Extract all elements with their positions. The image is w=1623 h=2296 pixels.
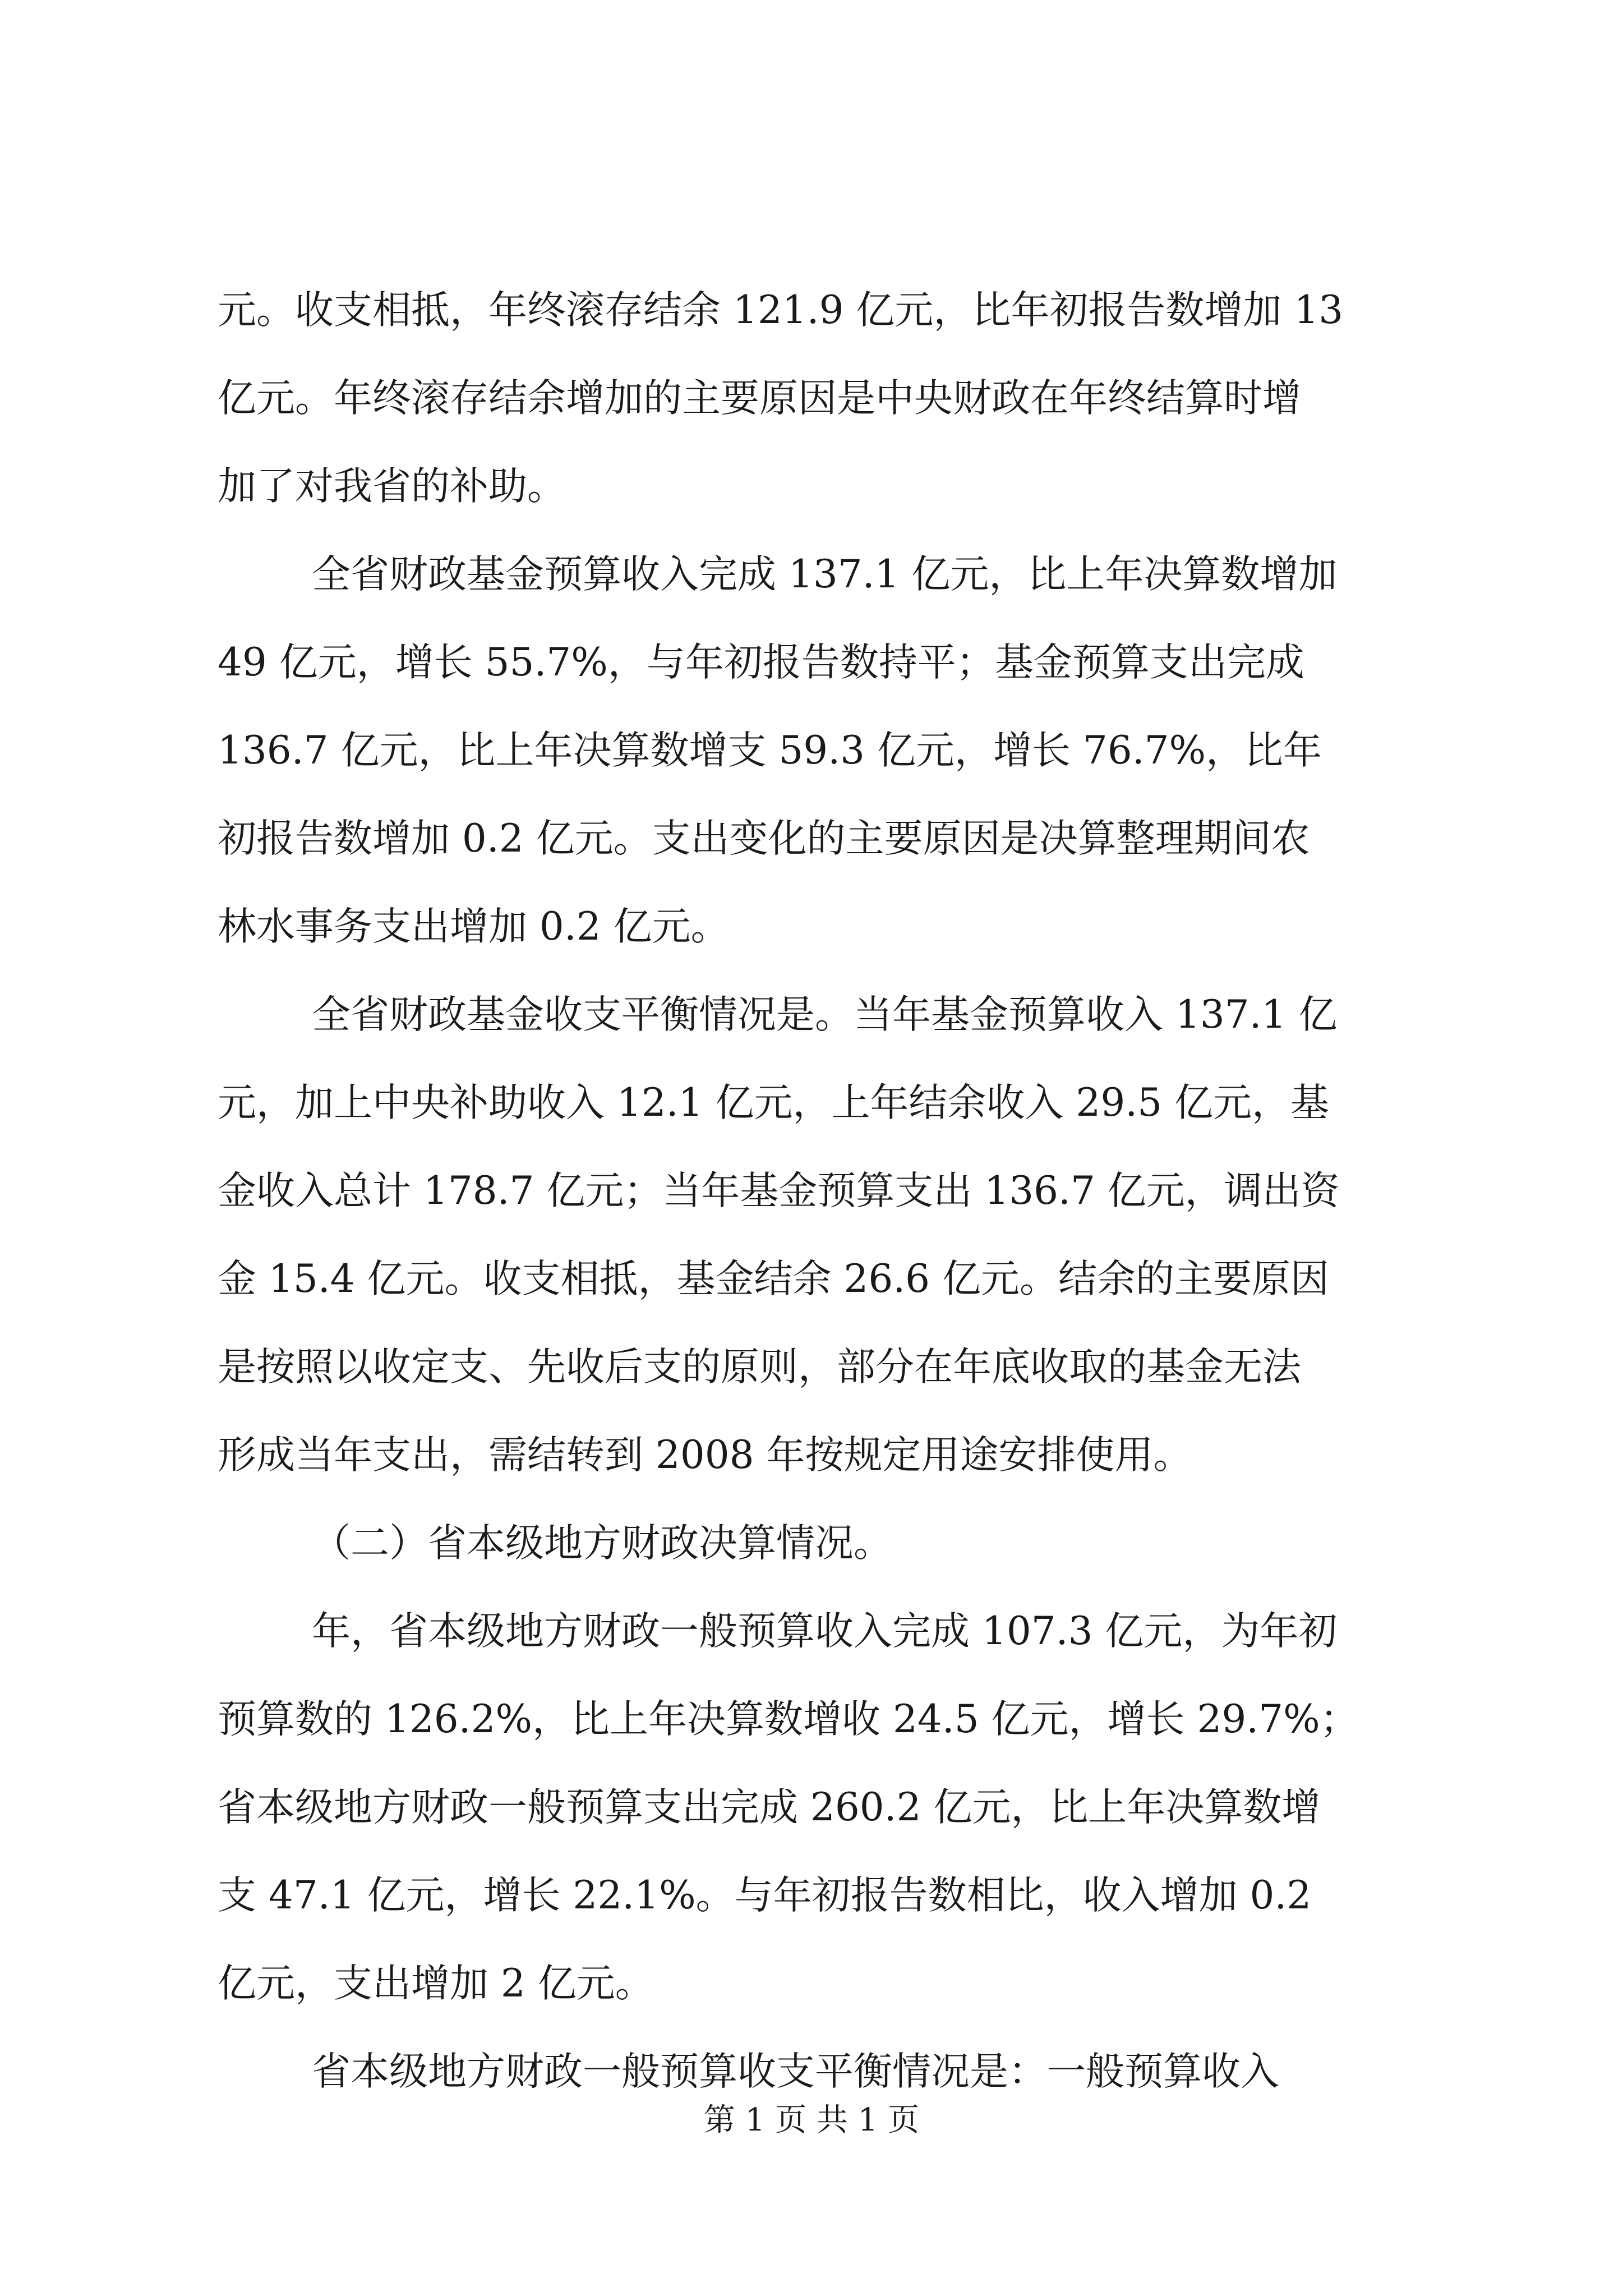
text-line: 形成当年支出，需结转到 2008 年按规定用途安排使用。	[218, 1433, 1192, 1478]
text-line: 136.7 亿元，比上年决算数增支 59.3 亿元，增长 76.7%，比年	[218, 728, 1322, 773]
section-heading: （二）省本级地方财政决算情况。	[312, 1521, 892, 1566]
text-line: 金 15.4 亿元。收支相抵，基金结余 26.6 亿元。结余的主要原因	[218, 1257, 1329, 1301]
text-line: 加了对我省的补助。	[218, 464, 566, 509]
text-line: 支 47.1 亿元，增长 22.1%。与年初报告数相比，收入增加 0.2	[218, 1873, 1312, 1918]
text-line: 金收入总计 178.7 亿元；当年基金预算支出 136.7 亿元，调出资	[218, 1168, 1340, 1213]
text-line: 亿元，支出增加 2 亿元。	[218, 1961, 654, 2006]
text-line: 49 亿元，增长 55.7%，与年初报告数持平；基金预算支出完成	[218, 640, 1304, 685]
text-line: 林水事务支出增加 0.2 亿元。	[218, 904, 730, 949]
text-line: 预算数的 126.2%，比上年决算数增收 24.5 亿元，增长 29.7%；	[218, 1697, 1359, 1742]
body-text	[218, 266, 1415, 2116]
text-line: 元，加上中央补助收入 12.1 亿元，上年结余收入 29.5 亿元，基	[218, 1080, 1329, 1125]
paragraph-first-line: 全省财政基金收支平衡情况是。当年基金预算收入 137.1 亿	[312, 992, 1338, 1037]
paragraph-first-line: 全省财政基金预算收入完成 137.1 亿元，比上年决算数增加	[312, 552, 1338, 597]
text-line: 初报告数增加 0.2 亿元。支出变化的主要原因是决算整理期间农	[218, 816, 1310, 861]
text-line: 元。收支相抵，年终滚存结余 121.9 亿元，比年初报告数增加 13	[218, 288, 1344, 333]
page-footer: 第 1 页 共 1 页	[703, 2102, 920, 2138]
text-line: 省本级地方财政一般预算支出完成 260.2 亿元，比上年决算数增	[218, 1785, 1321, 1830]
paragraph-first-line: 年，省本级地方财政一般预算收入完成 107.3 亿元，为年初	[312, 1609, 1338, 1654]
text-line: 是按照以收定支、先收后支的原则，部分在年底收取的基金无法	[218, 1345, 1301, 1389]
paragraph-first-line: 省本级地方财政一般预算收支平衡情况是：一般预算收入	[312, 2049, 1279, 2094]
text-line: 亿元。年终滚存结余增加的主要原因是中央财政在年终结算时增	[218, 376, 1301, 421]
